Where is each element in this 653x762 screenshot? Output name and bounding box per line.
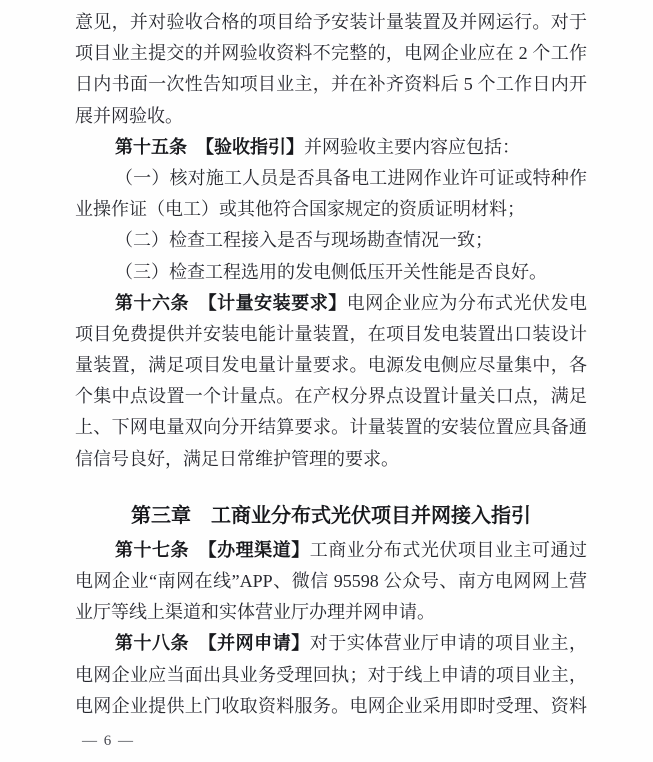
chapter-heading: 第三章 工商业分布式光伏项目并网接入指引 bbox=[131, 504, 531, 527]
text-line bbox=[75, 7, 587, 38]
text-line bbox=[75, 69, 587, 100]
article-label: 第十七条 【办理渠道】 bbox=[115, 539, 310, 560]
text-line bbox=[75, 132, 587, 163]
text-line bbox=[75, 288, 587, 319]
text-line bbox=[75, 597, 587, 628]
text-line bbox=[75, 412, 587, 443]
text-line bbox=[75, 628, 587, 659]
body-text: 量装置，满足项目发电量计量要求。电源发电侧应尽量集中，各 bbox=[75, 355, 587, 376]
text-line bbox=[75, 163, 587, 194]
article-label: 第十五条 【验收指引】 bbox=[115, 136, 304, 157]
text-line bbox=[75, 381, 587, 412]
body-text: （二）检查工程接入是否与现场勘查情况一致； bbox=[115, 230, 493, 251]
body-text: 展并网验收。 bbox=[75, 105, 183, 126]
text-line bbox=[75, 691, 587, 722]
text-line bbox=[75, 319, 587, 350]
body-text: 业操作证（电工）或其他符合国家规定的资质证明材料； bbox=[75, 199, 525, 220]
body-text: 电网企业提供上门收取资料服务。电网企业采用即时受理、资料 bbox=[75, 695, 587, 716]
body-text: 并网验收主要内容应包括： bbox=[304, 136, 520, 157]
article-label: 第十八条 【并网申请】 bbox=[115, 633, 310, 654]
text-block bbox=[75, 7, 587, 722]
text-line bbox=[75, 660, 587, 691]
text-line bbox=[75, 257, 587, 288]
text-line bbox=[75, 350, 587, 381]
body-text: 意见，并对验收合格的项目给予安装计量装置及并网运行。对于 bbox=[75, 12, 587, 32]
body-text: 电网企业应为分布式光伏发电 bbox=[346, 292, 587, 313]
text-line bbox=[75, 535, 587, 566]
text-line bbox=[75, 225, 587, 256]
page-number: — 6 — bbox=[82, 733, 135, 749]
body-text: 上、下网电量双向分开结算要求。计量装置的安装位置应具备通 bbox=[75, 417, 587, 438]
body-text: 电网企业“南网在线”APP、微信 95598 公众号、南方电网网上营 bbox=[75, 571, 587, 591]
body-text: 电网企业应当面出具业务受理回执；对于线上申请的项目业主， bbox=[75, 664, 587, 685]
text-line bbox=[75, 194, 587, 225]
body-text: 项目业主提交的并网验收资料不完整的，电网企业应在 2 个工作 bbox=[75, 43, 587, 64]
text-line bbox=[75, 101, 587, 132]
body-text: 日内书面一次性告知项目业主，并在补齐资料后 5 个工作日内开 bbox=[75, 74, 587, 95]
text-line bbox=[75, 444, 587, 475]
body-text: 项目免费提供并安装电能计量装置，在项目发电装置出口装设计 bbox=[75, 323, 587, 344]
body-text: （三）检查工程选用的发电侧低压开关性能是否良好。 bbox=[115, 261, 547, 282]
text-line bbox=[75, 566, 587, 597]
body-text: （一）核对施工人员是否具备电工进网作业许可证或特种作 bbox=[115, 167, 587, 188]
body-text: 对于实体营业厅申请的项目业主， bbox=[309, 633, 587, 654]
body-text: 工商业分布式光伏项目业主可通过 bbox=[309, 539, 587, 560]
body-text: 业厅等线上渠道和实体营业厅办理并网申请。 bbox=[75, 602, 435, 623]
article-label: 第十六条 【计量安装要求】 bbox=[115, 292, 347, 313]
body-text: 信信号良好，满足日常维护管理的要求。 bbox=[75, 448, 399, 469]
body-text: 个集中点设置一个计量点。在产权分界点设置计量关口点，满足 bbox=[75, 386, 587, 407]
text-line bbox=[75, 38, 587, 69]
